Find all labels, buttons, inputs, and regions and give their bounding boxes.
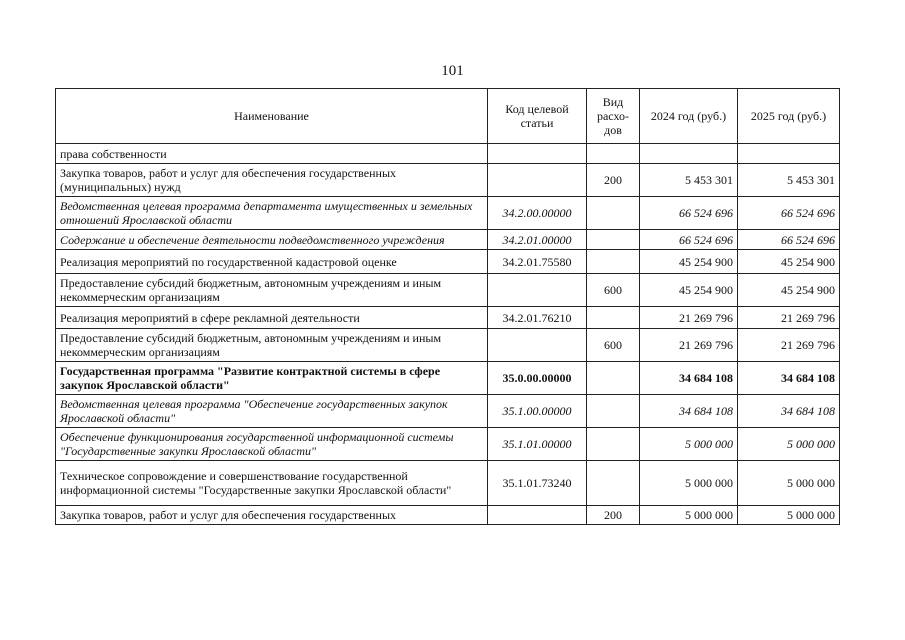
cell-code: 34.2.01.00000 (488, 230, 587, 250)
table-row (56, 395, 840, 428)
cell-2024: 66 524 696 (640, 197, 738, 230)
cell-type (587, 144, 640, 164)
cell-2025: 66 524 696 (738, 197, 840, 230)
page-number: 101 (441, 63, 464, 79)
cell-name: права собственности (56, 144, 488, 164)
cell-type (587, 307, 640, 329)
table-row (56, 362, 840, 395)
cell-2024: 45 254 900 (640, 250, 738, 274)
table-body (56, 144, 840, 525)
cell-2025: 66 524 696 (738, 230, 840, 250)
cell-name: Техническое сопровождение и совершенствование государственной информационной системы "Государственные закупки Ярославской области" (56, 461, 488, 506)
cell-code (488, 506, 587, 525)
cell-2024: 34 684 108 (640, 362, 738, 395)
cell-type (587, 428, 640, 461)
cell-code: 34.2.00.00000 (488, 197, 587, 230)
cell-2025: 34 684 108 (738, 362, 840, 395)
cell-name: Содержание и обеспечение деятельности подведомственного учреждения (56, 230, 488, 250)
cell-2025: 5 000 000 (738, 428, 840, 461)
cell-type: 600 (587, 329, 640, 362)
table-row (56, 307, 840, 329)
cell-code: 35.1.01.00000 (488, 428, 587, 461)
cell-2025 (738, 144, 840, 164)
header-2024: 2024 год (руб.) (640, 89, 738, 144)
table-row (56, 144, 840, 164)
cell-2025: 45 254 900 (738, 250, 840, 274)
table-row (56, 461, 840, 506)
cell-name: Закупка товаров, работ и услуг для обеспечения государственных (56, 506, 488, 525)
cell-2024: 34 684 108 (640, 395, 738, 428)
cell-name: Реализация мероприятий по государственной кадастровой оценке (56, 250, 488, 274)
cell-type: 200 (587, 506, 640, 525)
cell-type: 600 (587, 274, 640, 307)
cell-name: Предоставление субсидий бюджетным, автономным учреждениям и иным некоммерческим организациям (56, 274, 488, 307)
cell-name: Государственная программа "Развитие контрактной системы в сфере закупок Ярославской области" (56, 362, 488, 395)
cell-2025: 5 453 301 (738, 164, 840, 197)
table-row (56, 274, 840, 307)
cell-code: 34.2.01.75580 (488, 250, 587, 274)
header-2025: 2025 год (руб.) (738, 89, 840, 144)
cell-code (488, 164, 587, 197)
cell-2024 (640, 144, 738, 164)
cell-type (587, 362, 640, 395)
cell-type (587, 461, 640, 506)
cell-name: Ведомственная целевая программа департамента имущественных и земельных отношений Ярославской области (56, 197, 488, 230)
cell-2025: 5 000 000 (738, 461, 840, 506)
table-row (56, 250, 840, 274)
cell-2024: 5 453 301 (640, 164, 738, 197)
cell-2024: 66 524 696 (640, 230, 738, 250)
cell-2024: 21 269 796 (640, 329, 738, 362)
cell-2025: 34 684 108 (738, 395, 840, 428)
cell-2025: 21 269 796 (738, 329, 840, 362)
budget-table (55, 88, 840, 525)
cell-2025: 21 269 796 (738, 307, 840, 329)
cell-type: 200 (587, 164, 640, 197)
header-type: Вид расхо-дов (587, 89, 640, 144)
cell-2024: 5 000 000 (640, 428, 738, 461)
cell-code: 35.1.00.00000 (488, 395, 587, 428)
cell-2024: 5 000 000 (640, 461, 738, 506)
cell-type (587, 197, 640, 230)
cell-2024: 21 269 796 (640, 307, 738, 329)
header-code: Код целевой статьи (488, 89, 587, 144)
header-row (56, 89, 840, 144)
cell-name: Реализация мероприятий в сфере рекламной деятельности (56, 307, 488, 329)
cell-2024: 5 000 000 (640, 506, 738, 525)
header-name: Наименование (56, 89, 488, 144)
cell-code: 35.0.00.00000 (488, 362, 587, 395)
cell-2024: 45 254 900 (640, 274, 738, 307)
cell-name: Предоставление субсидий бюджетным, автономным учреждениям и иным некоммерческим организациям (56, 329, 488, 362)
table-row (56, 329, 840, 362)
cell-2025: 5 000 000 (738, 506, 840, 525)
table-row (56, 197, 840, 230)
cell-code: 34.2.01.76210 (488, 307, 587, 329)
table-row (56, 506, 840, 525)
cell-code (488, 144, 587, 164)
cell-name: Обеспечение функционирования государственной информационной системы "Государственные закупки Ярославской области" (56, 428, 488, 461)
cell-code (488, 329, 587, 362)
table-header (56, 89, 840, 144)
cell-type (587, 250, 640, 274)
cell-name: Закупка товаров, работ и услуг для обеспечения государственных (муниципальных) нужд (56, 164, 488, 197)
cell-2025: 45 254 900 (738, 274, 840, 307)
cell-code (488, 274, 587, 307)
table-row (56, 428, 840, 461)
table-row (56, 164, 840, 197)
table-row (56, 230, 840, 250)
cell-type (587, 395, 640, 428)
cell-code: 35.1.01.73240 (488, 461, 587, 506)
cell-type (587, 230, 640, 250)
cell-name: Ведомственная целевая программа "Обеспечение государственных закупок Ярославской области" (56, 395, 488, 428)
